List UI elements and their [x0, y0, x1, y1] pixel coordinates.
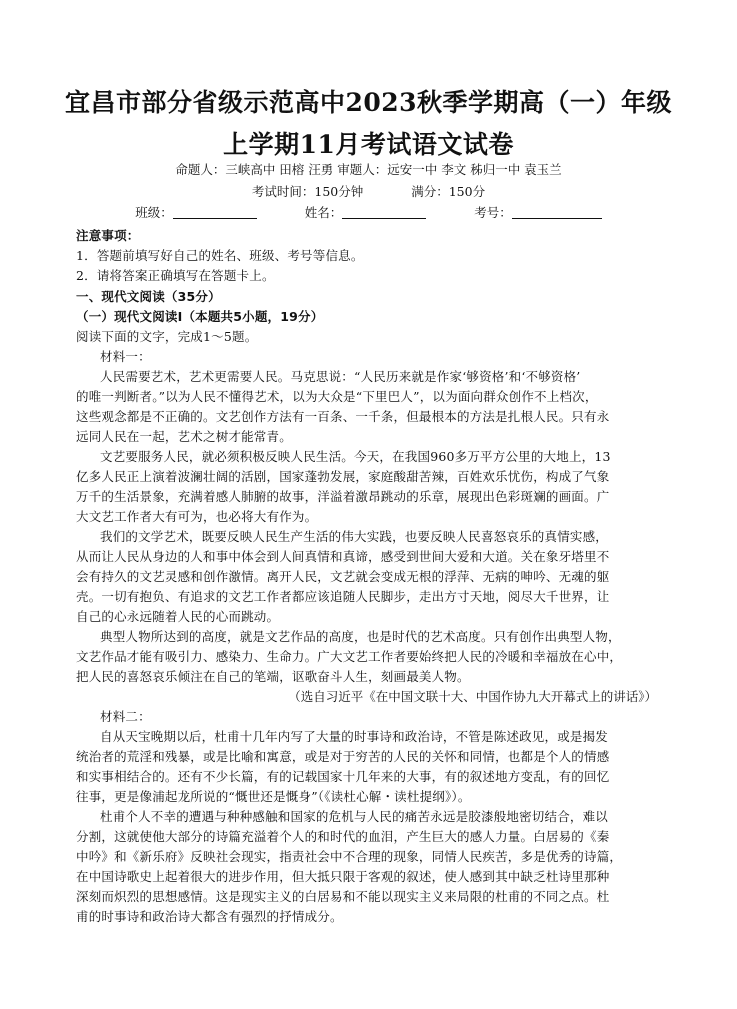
- paragraph-line: 壳。一切有抱负、有追求的文艺工作者都应该追随人民脚步，走出方寸天地，阅尽大千世界，让: [76, 589, 610, 604]
- paragraph-line: 和实事相结合的。还有不少长篇，有的记载国家十几年来的大事，有的叙述地方变乱，有的回忆: [76, 769, 610, 784]
- exam-info-line: [0, 182, 737, 200]
- paragraph-line: 万千的生活景象，充满着感人肺腑的故事，洋溢着激昂跳动的乐章，展现出色彩斑斓的画面。广: [76, 489, 610, 504]
- exam-number-label: 考号：: [474, 205, 512, 220]
- class-label: 班级：: [135, 205, 173, 220]
- student-info-line: [0, 203, 737, 221]
- exam-number-field[interactable]: [512, 206, 602, 219]
- authors-line: 命题人：三峡高中 田榕 汪勇 审题人：远安一中 李文 秭归一中 袁玉兰: [175, 162, 562, 177]
- material-source: （选自习近平《在中国文联十大、中国作协九大开幕式上的讲话》）: [288, 689, 657, 704]
- paragraph-line: 分割，这就使他大部分的诗篇充溢着个人的和时代的血泪，产生巨大的感人力量。白居易的《秦: [76, 829, 610, 844]
- subsection-heading: （一）现代文阅读Ⅰ（本题共5小题，19分）: [76, 309, 324, 324]
- class-field[interactable]: [173, 206, 257, 219]
- paragraph-line: 亿多人民正上演着波澜壮阔的活剧，国家蓬勃发展，家庭酸甜苦辣，百姓欢乐忧伤，构成了气象: [76, 469, 610, 484]
- paragraph-line: 我们的文学艺术，既要反映人民生产生活的伟大实践，也要反映人民喜怒哀乐的真情实感，: [100, 529, 609, 544]
- paragraph-line: 远同人民在一起，艺术之树才能常青。: [76, 429, 292, 444]
- paragraph-line: 典型人物所达到的高度，就是文艺作品的高度，也是时代的艺术高度。只有创作出典型人物，: [100, 629, 621, 644]
- paragraph-line: 自从天宝晚期以后，杜甫十几年内写了大量的时事诗和政治诗，不管是陈述政见，或是揭发: [100, 729, 609, 744]
- paragraph-line: 自己的心永远随着人民的心而跳动。: [76, 609, 280, 624]
- paragraph-line: 中吟》和《新乐府》反映社会现实，指责社会中不合理的现象，同情人民疾苦，多是优秀的诗篇，: [76, 849, 623, 864]
- paragraph-line: 深刻而炽烈的思想感情。这是现实主义的白居易和不能以现实主义来局限的杜甫的不同之点。杜: [76, 889, 610, 904]
- paragraph-line: 杜甫个人不幸的遭遇与种种感触和国家的危机与人民的痛苦永远是胶漆般地密切结合，难以: [100, 809, 609, 824]
- paragraph-line: 文艺要服务人民，就必须积极反映人民生活。今天，在我国960多万平方公里的大地上，13: [100, 449, 611, 464]
- paragraph-line: 文艺作品才能有吸引力、感染力、生命力。广大文艺工作者要始终把人民的冷暖和幸福放在心中，: [76, 649, 623, 664]
- full-score: 满分：150分: [411, 184, 486, 199]
- name-field[interactable]: [342, 206, 426, 219]
- exam-title-line1: 宜昌市部分省级示范高中2023秋季学期高（一）年级: [64, 88, 673, 117]
- paragraph-line: 大文艺工作者大有可为，也必将大有作为。: [76, 509, 318, 524]
- paragraph-line: 会有持久的文艺灵感和创作激情。离开人民，文艺就会变成无根的浮萍、无病的呻吟、无魂的躯: [76, 569, 610, 584]
- paragraph-line: 甫的时事诗和政治诗大都含有强烈的抒情成分。: [76, 909, 343, 924]
- paragraph-line: 这些观念都是不正确的。文艺创作方法有一百条、一千条，但最根本的方法是扎根人民。只有永: [76, 409, 610, 424]
- paragraph-line: 在中国诗歌史上起着很大的进步作用，但大抵只限于客观的叙述，使人感到其中缺乏杜诗里那种: [76, 869, 610, 884]
- name-label: 姓名：: [304, 205, 343, 220]
- section-heading: 一、现代文阅读（35分）: [76, 289, 221, 304]
- paragraph-line: 从而让人民从身边的人和事中体会到人间真情和真谛，感受到世间大爱和大道。关在象牙塔里不: [76, 549, 610, 564]
- paragraph-line: 统治者的荒淫和残暴，或是比喻和寓意，或是对于穷苦的人民的关怀和同情，也都是个人的情感: [76, 749, 610, 764]
- paragraph-line: 把人民的喜怒哀乐倾注在自己的笔端，讴歌奋斗人生，刻画最美人物。: [76, 669, 470, 684]
- paragraph-line: 的唯一判断者。”以为人民不懂得艺术，以为大众是“下里巴人”，以为面向群众创作不上档次，: [76, 389, 598, 404]
- paragraph-line: 往事，更是像浦起龙所说的“慨世还是慨身”（《读杜心解・读杜提纲》）。: [76, 789, 471, 804]
- exam-time: 考试时间：150分钟: [251, 184, 364, 199]
- paragraph-line: 人民需要艺术，艺术更需要人民。马克思说：“人民历来就是作家‘够资格’和‘不够资格’: [100, 369, 581, 384]
- exam-title-line2: 上学期11月考试语文试卷: [223, 130, 514, 159]
- reading-instruction: 阅读下面的文字，完成1～5题。: [76, 329, 258, 344]
- material-label: 材料一：: [100, 349, 151, 364]
- material-label: 材料二：: [100, 709, 151, 724]
- note-item: 1．答题前填写好自己的姓名、班级、考号等信息。: [76, 248, 364, 263]
- notes-heading: 注意事项：: [76, 228, 140, 243]
- note-item: 2．请将答案正确填写在答题卡上。: [76, 268, 275, 283]
